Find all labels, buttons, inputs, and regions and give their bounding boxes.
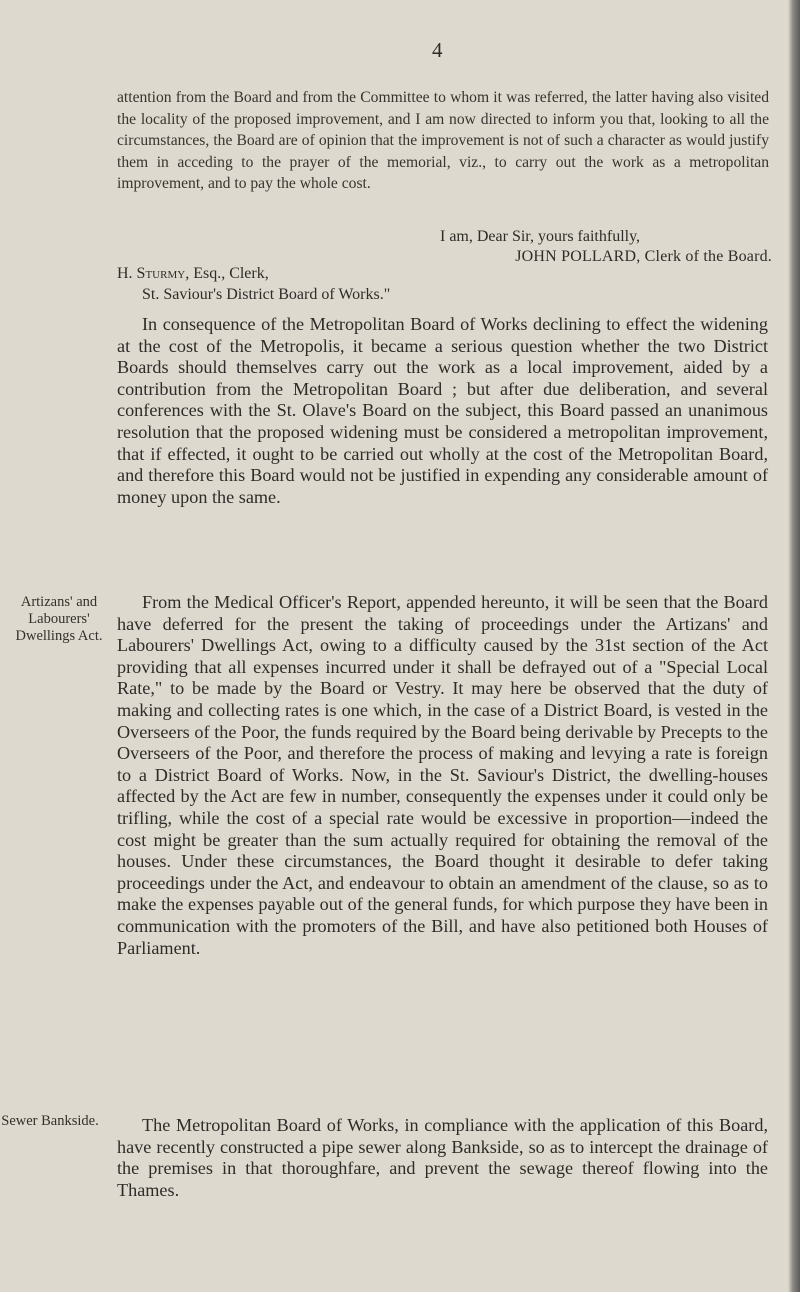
letter-closing: I am, Dear Sir, yours faithfully, (440, 228, 641, 245)
margin-note-sewer: Sewer Bankside. (1, 1113, 99, 1129)
page-number: 4 (432, 38, 443, 62)
paragraph-metropolitan-widening: In consequence of the Metropolitan Board of Works declining to effect the widening at the cost of the Metropolis, it became a serious question whether the two District Boards should themselves carry out the work as a local improvement, aided by a contribution from the Metropolitan Board ; but after due deliberation, and several conferences with the St. Olave's Board on the subject, this Board passed an unanimous resolution that the proposed widening must be considered a metropolitan improvement, that if effected, it ought to be carried out wholly at the cost of the Metropolitan Board, and therefore this Board would not be justified in expending any considerable amount of money upon the same. (117, 314, 768, 507)
addressee-line-1 (117, 265, 269, 283)
page-edge-shadow (788, 0, 800, 1292)
paragraph-sewer-bankside: The Metropolitan Board of Works, in compliance with the application of this Board, have recently constructed a pipe sewer along Bankside, so as to intercept the drainage of the premises in that thoroughfare, and prevent the sewage thereof flowing into the Thames. (117, 1115, 768, 1200)
letter-body: attention from the Board and from the Committee to whom it was referred, the latter having also visited the locality of the proposed improvement, and I am now directed to inform you that, looking to all the circumstances, the Board are of opinion that the improvement is not of such a character as would justify them in acceding to the prayer of the memorial, viz., to carry out the work as a metropolitan improvement, and to pay the whole cost. (117, 89, 769, 192)
margin-note-artizans: Artizans' and Labourers' Dwellings Act. (15, 594, 103, 644)
addressee-title: , Esq., Clerk, (185, 265, 269, 282)
addressee-name: H. Sturmy (117, 265, 186, 282)
paragraph-artizans-dwellings: From the Medical Officer's Report, appended hereunto, it will be seen that the Board have deferred for the present the taking of proceedings under the Artizans' and Labourers' Dwellings Act, owing to a difficulty caused by the 31st section of the Act providing that all expenses incurred under it shall be defrayed out of a "Special Local Rate," to be made by the Board or Vestry. It may here be observed that the duty of making and collecting rates is one which, in the case of a District Board, is vested in the Overseers of the Poor, the funds required by the Board being derivable by Precepts to the Overseers of the Poor, and therefore the process of making and levying a rate is foreign to a District Board of Works. Now, in the St. Saviour's District, the dwelling-houses affected by the Act are few in number, consequently the expenses under it could only be trifling, while the cost of a special rate would be excessive in proportion—indeed the cost might be greater than the sum actually required for obtaining the removal of the houses. Under these circumstances, the Board thought it desirable to defer taking proceedings under the Act, and endeavour to obtain an amendment of the clause, so as to make the expenses payable out of the general funds, for which purpose they have been in communication with the promoters of the Bill, and have also petitioned both Houses of Parliament. (117, 592, 768, 958)
addressee-line-2: St. Saviour's District Board of Works." (142, 286, 391, 303)
letter-signature: JOHN POLLARD, Clerk of the Board. (515, 248, 772, 265)
